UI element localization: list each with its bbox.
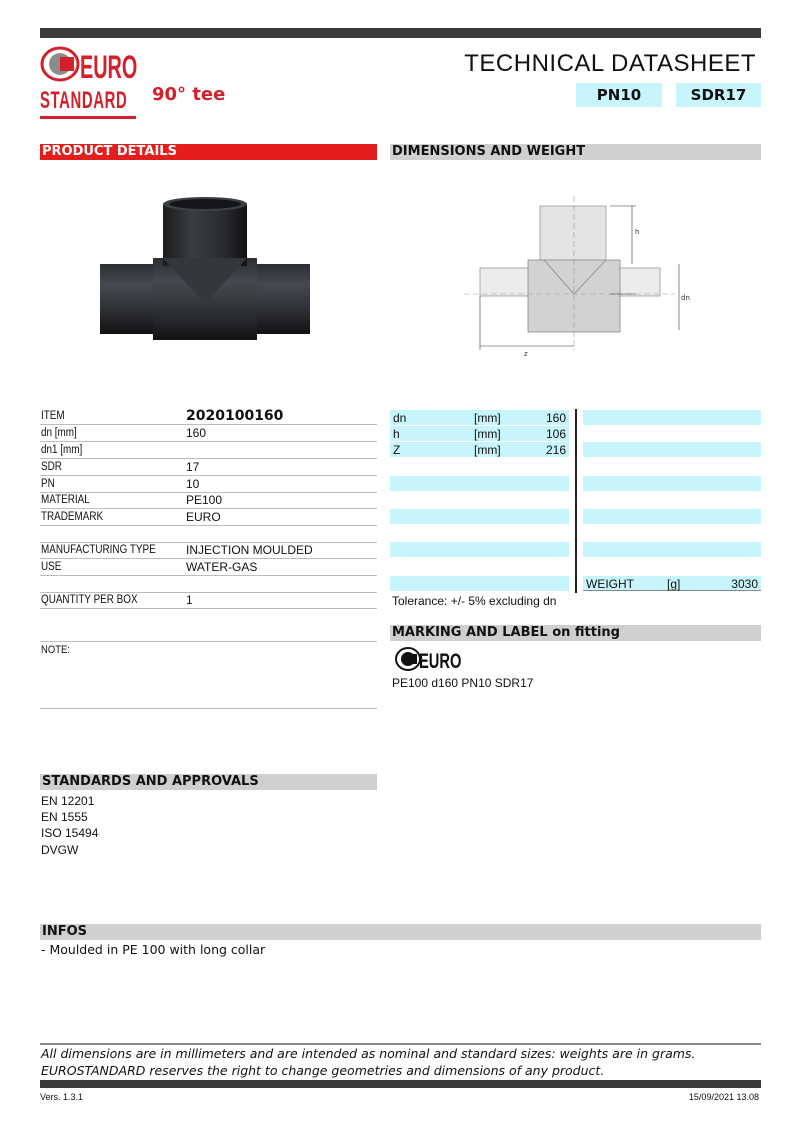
detail-row-dn: [40, 425, 377, 442]
section-infos: INFOS: [40, 924, 761, 940]
technical-drawing: [460, 190, 695, 365]
version-text: Vers. 1.3.1: [40, 1092, 84, 1102]
section-product-details: PRODUCT DETAILS: [40, 144, 377, 160]
detail-row-quantity: [40, 592, 377, 609]
note-label: NOTE:: [41, 644, 70, 656]
detail-key: MATERIAL: [41, 494, 90, 506]
detail-value: INJECTION MOULDED: [186, 543, 313, 557]
dim-unit: [mm]: [474, 427, 501, 441]
detail-value: 160: [186, 426, 207, 440]
detail-row-blank: [40, 576, 377, 593]
detail-value: 1: [186, 593, 193, 607]
dim-row-empty: [583, 509, 761, 524]
dim-name: h: [393, 427, 400, 441]
detail-key: QUANTITY PER BOX: [41, 594, 138, 606]
detail-key: USE: [41, 561, 62, 573]
detail-row-pn: [40, 476, 377, 493]
detail-row-blank: [40, 526, 377, 543]
timestamp-text: 15/09/2021 13.08: [688, 1092, 759, 1102]
detail-key: MANUFACTURING TYPE: [41, 544, 156, 556]
detail-value: 10: [186, 477, 200, 491]
detail-row-separator: [40, 625, 377, 642]
standard-item: ISO 15494: [41, 826, 99, 840]
detail-key: PN: [41, 478, 55, 490]
detail-key: dn1 [mm]: [41, 444, 83, 456]
dim-row-empty: [390, 509, 569, 524]
eurostandard-logo: [40, 44, 140, 84]
detail-row-sdr: [40, 459, 377, 476]
detail-key: SDR: [41, 461, 62, 473]
drawing-z-label: z: [524, 350, 528, 358]
detail-row-manufacturing: [40, 542, 377, 559]
logo-brand-top: EURO: [80, 49, 138, 84]
marking-text: PE100 d160 PN10 SDR17: [392, 676, 534, 690]
detail-key: TRADEMARK: [41, 511, 104, 523]
dim-value: 106: [545, 427, 566, 441]
product-photo: [95, 192, 315, 342]
dim-row-empty: [390, 476, 569, 491]
badge-sdr: SDR17: [676, 83, 761, 107]
detail-key: dn [mm]: [41, 427, 77, 439]
tolerance-text: Tolerance: +/- 5% excluding dn: [392, 594, 557, 608]
badge-pn: PN10: [576, 83, 662, 107]
dim-unit: [mm]: [474, 411, 501, 425]
dim-table-divider: [575, 409, 577, 593]
footer-divider: [40, 1043, 761, 1045]
dim-row-h: [390, 426, 569, 441]
weight-row: [583, 576, 761, 591]
dim-name: dn: [393, 411, 407, 425]
logo-brand-bottom: STANDARD: [40, 87, 128, 114]
bottom-bar: [40, 1080, 761, 1088]
weight-value: 3030: [731, 577, 758, 591]
weight-label: WEIGHT: [586, 577, 634, 591]
drawing-h-label: h: [635, 228, 640, 236]
logo-underline: [40, 116, 136, 119]
dim-row-empty: [583, 542, 761, 557]
document-title: TECHNICAL DATASHEET: [464, 50, 756, 77]
marking-logo-text: EURO: [419, 649, 462, 672]
dim-row-empty: [583, 410, 761, 425]
detail-row-item: [40, 408, 377, 425]
detail-value: 17: [186, 460, 200, 474]
drawing-dn-label: dn: [681, 294, 690, 302]
detail-value: PE100: [186, 493, 223, 507]
detail-row-material: [40, 492, 377, 509]
dim-value: 216: [545, 443, 566, 457]
dim-name: Z: [393, 443, 401, 457]
dim-row-empty: [390, 576, 569, 591]
info-item: - Moulded in PE 100 with long collar: [41, 942, 266, 957]
marking-logo: [395, 646, 467, 672]
standard-item: DVGW: [41, 843, 79, 857]
footer-disclaimer-2: EUROSTANDARD reserves the right to change geometries and dimensions of any product.: [41, 1063, 605, 1078]
section-standards: STANDARDS AND APPROVALS: [40, 774, 377, 790]
dim-row-z: [390, 442, 569, 457]
top-bar: [40, 28, 761, 38]
detail-value: WATER-GAS: [186, 560, 258, 574]
detail-value: 2020100160: [186, 408, 284, 424]
standard-item: EN 12201: [41, 794, 95, 808]
dim-row-empty: [583, 442, 761, 457]
standard-item: EN 1555: [41, 810, 88, 824]
detail-value: EURO: [186, 510, 221, 524]
section-marking: MARKING AND LABEL on fitting: [390, 625, 761, 641]
footer-disclaimer-1: All dimensions are in millimeters and are intended as nominal and standard sizes: weights are in grams.: [41, 1046, 696, 1061]
dim-row-empty: [390, 542, 569, 557]
dim-unit: [mm]: [474, 443, 501, 457]
dim-row-dn: [390, 410, 569, 425]
dim-value: 160: [545, 411, 566, 425]
detail-row-use: [40, 559, 377, 576]
product-name: 90° tee: [152, 84, 226, 105]
detail-row-trademark: [40, 509, 377, 526]
section-dimensions-weight: DIMENSIONS AND WEIGHT: [390, 144, 761, 160]
dim-row-empty: [583, 476, 761, 491]
detail-row-dn1: [40, 442, 377, 459]
note-divider: [40, 708, 377, 709]
detail-key: ITEM: [41, 410, 65, 422]
weight-unit: [g]: [667, 577, 681, 591]
